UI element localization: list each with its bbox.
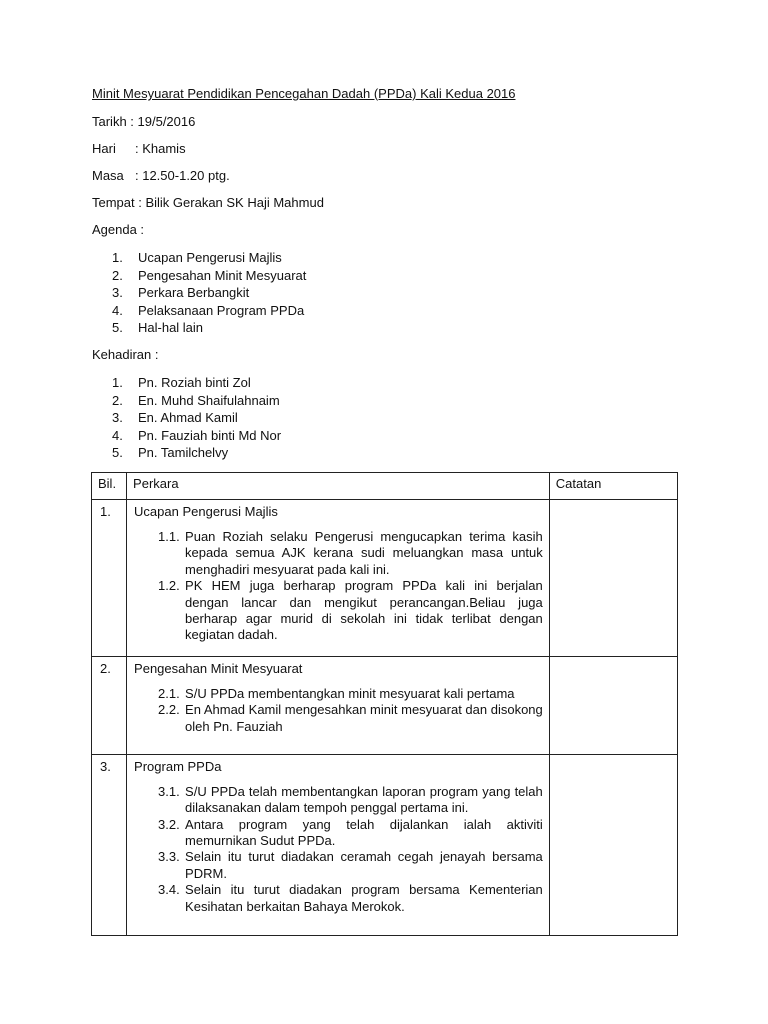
sub-item-text: En Ahmad Kamil mengesahkan minit mesyuarat dan disokong oleh Pn. Fauziah xyxy=(185,702,543,734)
meta-masa xyxy=(92,168,230,184)
attendee-name: En. Ahmad Kamil xyxy=(138,410,238,425)
row-title: Pengesahan Minit Mesyuarat xyxy=(134,660,303,676)
sub-item-number: 3.2. xyxy=(158,816,180,832)
agenda-item-text: Pengesahan Minit Mesyuarat xyxy=(138,267,307,283)
row-catatan-cell xyxy=(549,500,677,657)
row-title: Ucapan Pengerusi Majlis xyxy=(134,504,278,519)
row-perkara-cell xyxy=(127,500,550,657)
row-catatan-cell xyxy=(549,656,677,754)
table-row xyxy=(92,754,678,935)
row-title: Program PPDa xyxy=(134,758,222,774)
sub-item-text: PK HEM juga berharap program PPDa kali ini berjalan dengan lancar dan mengikut perancangan.Beliau juga berharap agar murid di sekolah ini tidak terlibat dengan kegiatan dadah. xyxy=(185,578,543,643)
agenda-item-number: 2. xyxy=(112,267,123,283)
minutes-table xyxy=(91,472,678,936)
agenda-item xyxy=(112,268,306,286)
agenda-item-text: Hal-hal lain xyxy=(138,320,204,335)
meta-tarikh: Tarikh : 19/5/2016 xyxy=(92,114,196,129)
sub-item xyxy=(134,529,543,578)
agenda-item-text: Perkara Berbangkit xyxy=(138,285,250,300)
attendee-name: Pn. Tamilchelvy xyxy=(138,445,229,460)
agenda-item-number: 3. xyxy=(112,285,123,300)
meta-hari xyxy=(92,141,186,157)
sub-item-text: Selain itu turut diadakan ceramah cegah jenayah bersama PDRM. xyxy=(185,849,543,881)
header-bil xyxy=(92,473,127,500)
agenda-item-text: Ucapan Pengerusi Majlis xyxy=(138,250,282,265)
agenda-item xyxy=(112,250,306,268)
attendee-number: 5. xyxy=(112,445,123,460)
attendee-item xyxy=(112,445,281,463)
attendee-name: Pn. Roziah binti Zol xyxy=(138,375,251,390)
sub-item-number: 2.1. xyxy=(158,685,180,701)
meta-tempat: Tempat : Bilik Gerakan SK Haji Mahmud xyxy=(92,195,324,210)
row-bil-cell xyxy=(92,500,127,657)
header-bil-label: Bil. xyxy=(98,476,117,491)
table-row xyxy=(92,500,678,657)
agenda-item xyxy=(112,303,306,321)
agenda-item-number: 4. xyxy=(112,302,123,318)
header-catatan-label: Catatan xyxy=(555,476,602,491)
sub-item xyxy=(134,686,543,702)
agenda-item-text: Pelaksanaan Program PPDa xyxy=(138,302,305,318)
attendee-item xyxy=(112,375,281,393)
sub-item xyxy=(134,849,543,882)
row-perkara-cell xyxy=(127,656,550,754)
attendee-number: 4. xyxy=(112,427,123,443)
sub-item xyxy=(134,702,543,735)
sub-item-text: Antara program yang telah dijalankan ialah aktiviti memurnikan Sudut PPDa. xyxy=(185,816,543,849)
attendee-item xyxy=(112,428,281,446)
header-catatan xyxy=(549,473,677,500)
agenda-list xyxy=(112,250,306,338)
attendee-number: 3. xyxy=(112,410,123,425)
agenda-item xyxy=(112,285,306,303)
row-perkara-cell xyxy=(127,754,550,935)
row-bil-cell xyxy=(92,754,127,935)
sub-item xyxy=(134,578,543,644)
sub-item xyxy=(134,882,543,915)
table-row xyxy=(92,656,678,754)
agenda-heading: Agenda : xyxy=(92,222,145,237)
row-bil: 1. xyxy=(100,504,111,519)
sub-item-number: 1.1. xyxy=(158,529,180,544)
attendee-item xyxy=(112,410,281,428)
table-header-row xyxy=(92,473,678,500)
sub-item-text: S/U PPDa membentangkan minit mesyuarat kali pertama xyxy=(185,685,515,701)
kehadiran-heading: Kehadiran : xyxy=(92,347,159,362)
sub-item-number: 3.4. xyxy=(158,882,180,898)
meta-masa-value: : 12.50-1.20 ptg. xyxy=(135,168,230,183)
row-bil-cell xyxy=(92,656,127,754)
sub-item-number: 1.2. xyxy=(158,578,180,594)
row-bil: 3. xyxy=(100,758,111,774)
attendee-name: Pn. Fauziah binti Md Nor xyxy=(138,427,282,443)
attendee-item xyxy=(112,393,281,411)
agenda-item-number: 5. xyxy=(112,320,123,335)
sub-item-number: 3.1. xyxy=(158,783,180,799)
header-perkara xyxy=(127,473,550,500)
agenda-item-number: 1. xyxy=(112,250,123,265)
row-catatan-cell xyxy=(549,754,677,935)
sub-item-number: 2.2. xyxy=(158,702,180,718)
sub-item-text: Puan Roziah selaku Pengerusi mengucapkan terima kasih kepada semua AJK kerana sudi meluangkan masa untuk menghadiri mesyuarat pada kali ini. xyxy=(185,529,543,577)
attendee-name: En. Muhd Shaifulahnaim xyxy=(138,392,280,408)
meta-hari-label: Hari xyxy=(92,141,116,156)
document-title: Minit Mesyuarat Pendidikan Pencegahan Dadah (PPDa) Kali Kedua 2016 xyxy=(92,86,516,101)
agenda-item xyxy=(112,320,306,338)
sub-item xyxy=(134,817,543,850)
sub-item-text: S/U PPDa telah membentangkan laporan program yang telah dilaksanakan dalam tempoh penggal pertama ini. xyxy=(185,783,543,816)
attendee-number: 2. xyxy=(112,392,123,408)
header-perkara-label: Perkara xyxy=(133,476,179,491)
meta-hari-value: : Khamis xyxy=(135,141,186,156)
sub-item-text: Selain itu turut diadakan program bersama Kementerian Kesihatan berkaitan Bahaya Merokok. xyxy=(185,882,543,914)
attendee-number: 1. xyxy=(112,375,123,390)
row-bil: 2. xyxy=(100,660,111,676)
meta-masa-label: Masa xyxy=(92,168,124,183)
kehadiran-list xyxy=(112,375,281,463)
sub-item-number: 3.3. xyxy=(158,849,180,865)
sub-item xyxy=(134,784,543,817)
